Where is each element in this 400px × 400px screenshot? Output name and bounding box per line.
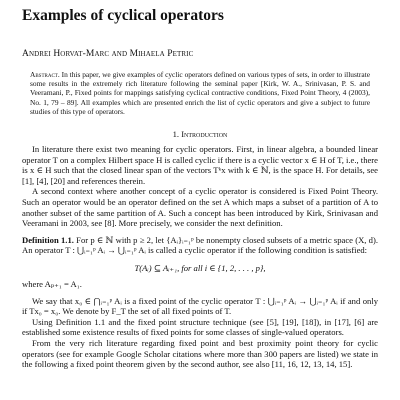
where-clause: where Aₚ₊₁ = A₁. (22, 278, 82, 289)
abstract-label: Abstract. (30, 70, 60, 79)
paragraph-literature: From the very rich literature regarding fixed point and best proximity point theory for cyclic operators (see for example Google Scholar citations where more than 300 papers are listed) we state in the following a fixed point theorem given by the second author, see also [11, 16, 12, 13, 14, 15]. (22, 337, 378, 370)
paper-authors: Andrei Horvat-Marc and Mihaela Petric (22, 49, 194, 59)
paragraph-fixed-point-context: A second context where another concept of a cyclic operator is considered is Fixed Point Theory. Such an operator would be an operator defined on the set A which maps a subset of a partition of A to another subset of the same partition of A. Such a concept has been introduced by Kirk, Srinivasan and Veeramani in 2003, see [8]. More precisely, we consider the next definition. (22, 186, 378, 229)
paper-title: Examples of cyclical operators (22, 7, 224, 24)
abstract-text: In this paper, we give examples of cyclic operators defined on various types of sets, in order to illustrate some results in the extremely rich literature following the seminal paper [Kirk, W. A., Srinivasan, P. S. and Veeramani, P., Fixed points for mappings satisfying cyclical contractive conditions, Fixed Point Theory, 4 (2003), No. 1, 79 – 89]. All examples which are presented enrich the list of cyclic operators and give a subject to future studies of this type of operators. (30, 70, 370, 116)
paragraph-existence-results: Using Definition 1.1 and the fixed point structure technique (see [5], [19], [18]), in [17], [6] are established some existence results of fixed points for some classes of single-valued operators. (22, 316, 378, 338)
definition-1-1 (22, 235, 378, 256)
paragraph-fixed-point-definition: We say that x₀ ∈ ⋂ᵢ₌₁ᵖ Aᵢ is a fixed point of the cyclic operator T : ⋃ᵢ₌₁ᵖ Aᵢ → ⋃ᵢ₌₁ᵖ Aᵢ if and only if Tx₀ = x₀. We denote by F_T the set of all fixed points of T. (22, 295, 378, 317)
section-heading: 1. Introduction (172, 129, 228, 140)
definition-text: For p ∈ ℕ with p ≥ 2, let {Aᵢ}ᵢ₌₁ᵖ be nonempty closed subsets of a metric space (X, d). An operator T : ⋃ᵢ₌₁ᵖ Aᵢ → ⋃ᵢ₌₁ᵖ Aᵢ is called a cyclic operator if the following condition is satisfied: (22, 234, 378, 256)
definition-label: Definition 1.1. (22, 234, 74, 245)
paragraph-cyclic-linear-algebra: In literature there exist two meaning for cyclic operators. First, in linear algebra, a bounded linear operator T on a complex Hilbert space H is called cyclic if there is a cyclic vector x ∈ H of T, i.e., there is x ∈ H such that the closed linear span of the vectors Tᵏx with k ∈ ℕ, is the space H. For details, see [1], [4], [20] and references therein. (22, 144, 378, 186)
abstract-block (30, 70, 370, 116)
cyclic-condition-equation: T(Aᵢ) ⊆ Aᵢ₊₁, for all i ∈ {1, 2, . . . , p}, (134, 262, 266, 273)
